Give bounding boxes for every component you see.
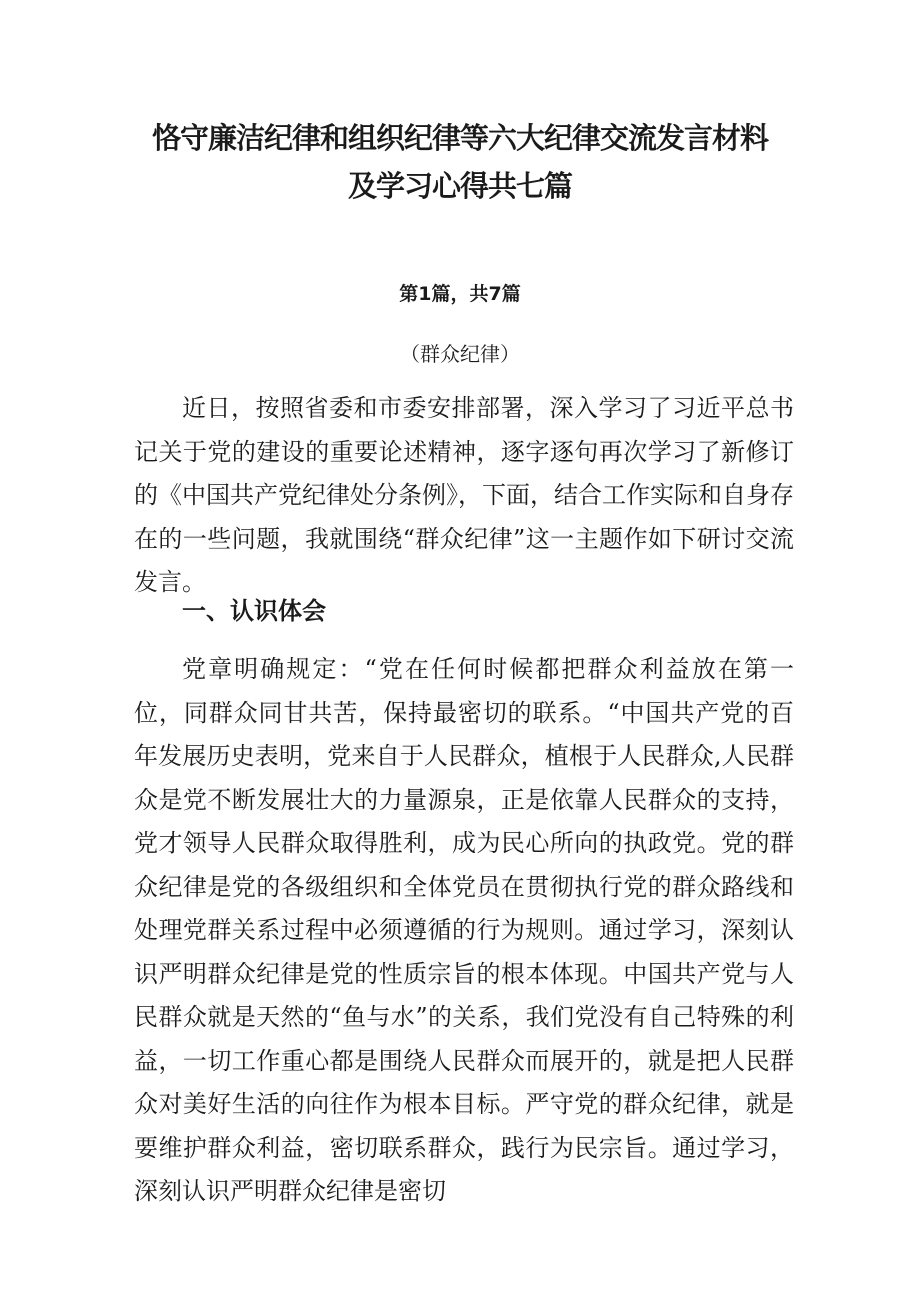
body-paragraph-understanding: 党章明确规定：“党在任何时候都把群众利益放在第一位，同群众同甘共苦，保持最密切的联系。“中国共产党的百年发展历史表明，党来自于人民群众，植根于人民群众,人民群众是党不断发展壮大的力量源泉，正是依靠人民群众的支持，党才领导人民群众取得胜利，成为民心所向的执政党。党的群众纪律是党的各级组织和全体党员在贯彻执行党的群众路线和处理党群关系过程中必须遵循的行为规则。通过学习，深刻认识严明群众纪律是党的性质宗旨的根本体现。中国共产党与人民群众就是天然的“鱼与水”的关系，我们党没有自己特殊的利益，一切工作重心都是围绕人民群众而展开的，就是把人民群众对美好生活的向往作为根本目标。严守党的群众纪律，就是要维护群众利益，密切联系群众，践行为民宗旨。通过学习，深刻认识严明群众纪律是密切 <box>134 655 794 1205</box>
part-label: 第1篇，共7篇 <box>399 283 521 305</box>
document-title-line1: 恪守廉洁纪律和组织纪律等六大纪律交流发言材料 <box>151 121 768 155</box>
topic-label: （群众纪律） <box>400 342 520 366</box>
document-title-line2: 及学习心得共七篇 <box>347 169 572 203</box>
body-paragraph-intro: 近日，按照省委和市委安排部署，深入学习了习近平总书记关于党的建设的重要论述精神，逐字逐句再次学习了新修订的《中国共产党纪律处分条例》，下面，结合工作实际和自身存在的一些问题，我就围绕“群众纪律”这一主题作如下研讨交流发言。 <box>134 394 794 596</box>
section-heading: 一、认识体会 <box>182 597 326 625</box>
